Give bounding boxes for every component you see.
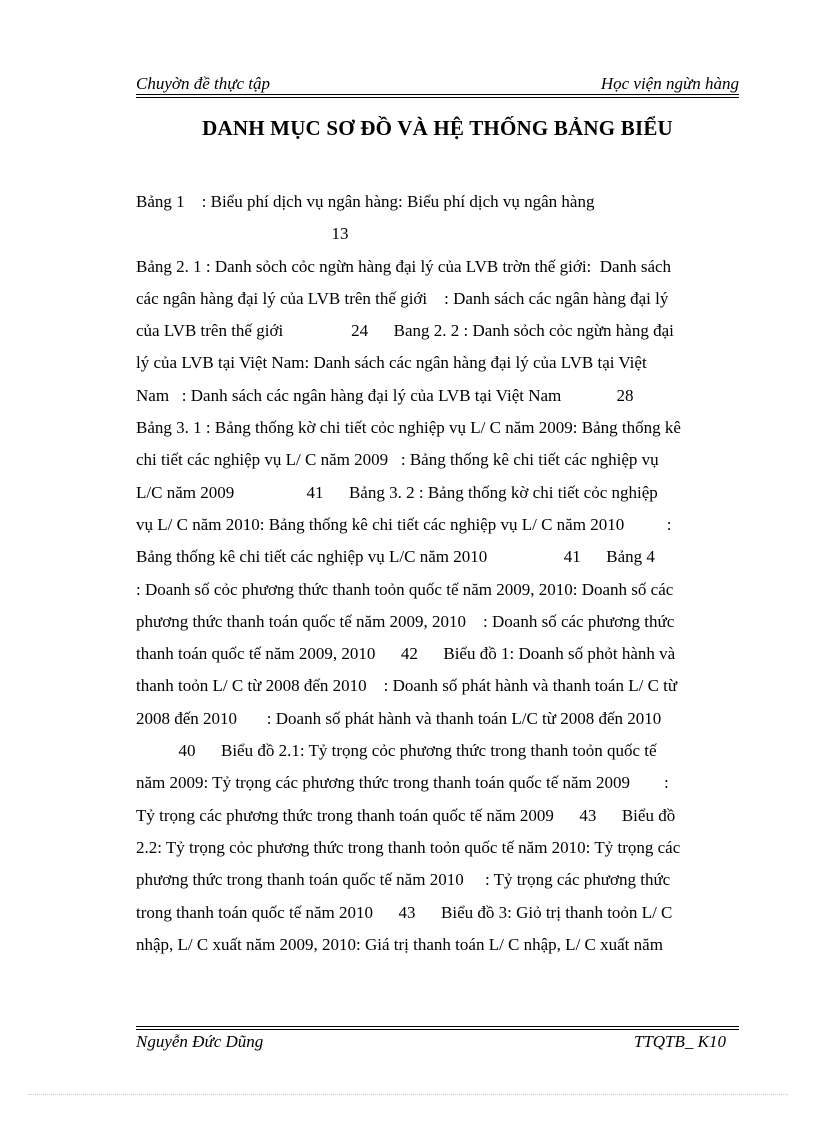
footer-author: Nguyễn Đức Dũng (136, 1032, 264, 1051)
footer-class-code: TTQTB_ K10 (633, 1032, 726, 1051)
body-line: chi tiết các nghiệp vụ L/ C năm 2009 : Bảng thống kê chi tiết các nghiệp vụ (136, 450, 659, 470)
body-line: trong thanh toán quốc tế năm 2010 43 Biểu đồ 3: Giỏ trị thanh toỏn L/ C (136, 902, 673, 922)
body-line: các ngân hàng đại lý của LVB trên thế giới : Danh sách các ngân hàng đại lý (136, 288, 669, 308)
body-line: phương thức trong thanh toán quốc tế năm 2010 : Tỷ trọng các phương thức (136, 870, 671, 890)
body-line: 13 (136, 224, 349, 244)
body-line: Bảng 3. 1 : Bảng thống kờ chi tiết cỏc nghiệp vụ L/ C năm 2009: Bảng thống kê (136, 418, 681, 438)
header-left-text: Chuyờn đề thực tập (136, 74, 271, 93)
header-rule-bottom (136, 97, 739, 98)
body-line: năm 2009: Tỷ trọng các phương thức trong thanh toán quốc tế năm 2009 : (136, 773, 669, 793)
body-line: vụ L/ C năm 2010: Bảng thống kê chi tiết các nghiệp vụ L/ C năm 2010 : (136, 514, 672, 534)
body-line: nhập, L/ C xuất năm 2009, 2010: Giá trị thanh toán L/ C nhập, L/ C xuất năm (136, 934, 663, 954)
header-right-text: Học viện ngừn hàng (600, 74, 739, 93)
page-title: DANH MỤC SƠ ĐỒ VÀ HỆ THỐNG BẢNG BIỂU (202, 116, 673, 140)
page-footer (136, 1032, 726, 1054)
body-line: 2.2: Tỷ trọng cỏc phương thức trong thanh toỏn quốc tế năm 2010: Tỷ trọng các (136, 837, 681, 857)
header-rule-top (136, 94, 739, 95)
body-line: Bảng 1 : Biểu phí dịch vụ ngân hàng: Biểu phí dịch vụ ngân hàng (136, 192, 595, 211)
page-break-divider (28, 1094, 788, 1095)
body-line: thanh toán quốc tế năm 2009, 2010 42 Biểu đồ 1: Doanh số phỏt hành và (136, 644, 676, 664)
footer-rule-top (136, 1026, 739, 1027)
body-line: phương thức thanh toán quốc tế năm 2009, 2010 : Doanh số các phương thức (136, 611, 675, 631)
page-header (136, 74, 739, 96)
body-line: Bảng 2. 1 : Danh sỏch cỏc ngừn hàng đại lý của LVB trờn thế giới: Danh sách (136, 256, 672, 276)
body-line: lý của LVB tại Việt Nam: Danh sách các ngân hàng đại lý của LVB tại Việt (136, 353, 647, 373)
body-line: 40 Biểu đồ 2.1: Tỷ trọng cỏc phương thức trong thanh toỏn quốc tế (136, 741, 657, 761)
footer-rule-bottom (136, 1029, 739, 1030)
body-line: thanh toỏn L/ C từ 2008 đến 2010 : Doanh số phát hành và thanh toán L/ C từ (136, 676, 678, 696)
body-line: Nam : Danh sách các ngân hàng đại lý của LVB tại Việt Nam 28 (136, 385, 634, 405)
table-of-figures-body (136, 186, 752, 961)
body-line: Tỷ trọng các phương thức trong thanh toán quốc tế năm 2009 43 Biểu đồ (136, 805, 676, 825)
body-line: 2008 đến 2010 : Doanh số phát hành và thanh toán L/C từ 2008 đến 2010 (136, 708, 662, 728)
body-line: L/C năm 2009 41 Bảng 3. 2 : Bảng thống kờ chi tiết cỏc nghiệp (136, 482, 658, 502)
body-line: : Doanh số cỏc phương thức thanh toỏn quốc tế năm 2009, 2010: Doanh số các (136, 579, 674, 599)
body-line: Bảng thống kê chi tiết các nghiệp vụ L/C năm 2010 41 Bảng 4 (136, 547, 655, 567)
body-line: của LVB trên thế giới 24 Bang 2. 2 : Danh sỏch cỏc ngừn hàng đại (136, 321, 674, 341)
